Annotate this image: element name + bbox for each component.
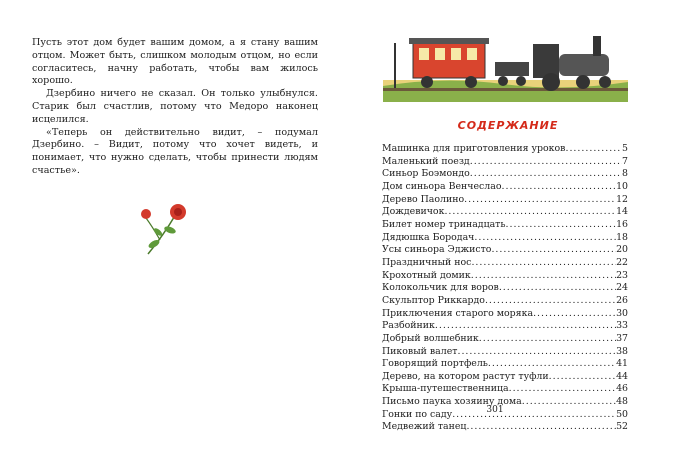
leader-dots	[501, 181, 616, 194]
leader-dots	[470, 168, 622, 181]
toc-entry	[382, 371, 628, 384]
leader-dots	[471, 257, 616, 270]
toc-entry-title: Скульптор Риккардо	[382, 294, 485, 306]
toc-entry-title: Говорящий портфель	[382, 358, 488, 370]
toc-entry-title: Приключения старого моряка	[382, 307, 534, 319]
toc-entry-title: Билет номер тринадцать	[382, 218, 506, 230]
leader-dots	[464, 194, 616, 207]
toc-entry-title: Праздничный нос	[382, 256, 472, 268]
toc-entry-title: Гонки по саду	[382, 408, 453, 420]
toc-entry-title: Дом синьора Венчеслао	[382, 180, 502, 192]
leader-dots	[522, 396, 616, 409]
toc-entry-title: Дядюшка Бородач	[382, 231, 475, 243]
leader-dots	[474, 232, 616, 245]
toc-entry	[382, 219, 628, 232]
leader-dots	[471, 270, 616, 283]
table-of-contents	[382, 143, 628, 434]
toc-entry-page: 23	[616, 269, 628, 281]
toc-entry	[382, 358, 628, 371]
toc-entry-page: 37	[616, 332, 628, 344]
toc-entry-title: Пиковый валет	[382, 345, 458, 357]
toc-entry	[382, 282, 628, 295]
toc-entry-page: 14	[616, 206, 628, 218]
toc-entry-title: Медвежий танец	[382, 421, 467, 433]
toc-entry	[382, 346, 628, 359]
leader-dots	[505, 219, 616, 232]
leader-dots	[533, 308, 616, 321]
toc-entry-title: Маленький поезд	[382, 155, 470, 167]
paragraph: Пусть этот дом будет вашим домом, а я стану вашим отцом. Может быть, слишком молодым отцом, но если согласитесь, начну работать, чтобы вам жилось хорошо.	[32, 37, 318, 87]
toc-entry	[382, 270, 628, 283]
toc-entry	[382, 156, 628, 169]
toc-title: СОДЕРЖАНИЕ	[457, 119, 559, 132]
leader-dots	[509, 383, 616, 396]
left-page-text	[32, 37, 318, 258]
train-illustration	[383, 28, 628, 102]
toc-entry-page: 12	[616, 193, 628, 205]
leader-dots	[549, 371, 616, 384]
toc-entry-title: Крохотный домик	[382, 269, 471, 281]
toc-entry-page: 26	[616, 294, 628, 306]
toc-entry-page: 30	[616, 307, 628, 319]
toc-entry-page: 20	[616, 244, 628, 256]
toc-entry	[382, 320, 628, 333]
toc-entry-page: 16	[616, 218, 628, 230]
leader-dots	[485, 295, 616, 308]
toc-entry-title: Дерево, на котором растут туфли	[382, 370, 549, 382]
toc-entry-page: 18	[616, 231, 628, 243]
toc-entry	[382, 181, 628, 194]
leader-dots	[457, 346, 616, 359]
paragraph: Дзербино ничего не сказал. Он только улыбнулся. Старик был счастлив, потому что Медоро наконец исцелился.	[32, 88, 318, 125]
toc-entry-title: Усы синьора Эджисто	[382, 244, 492, 256]
toc-entry-page: 10	[616, 180, 628, 192]
toc-entry-page: 46	[616, 383, 628, 395]
leader-dots	[479, 333, 616, 346]
toc-entry-page: 5	[622, 143, 628, 154]
toc-entry	[382, 232, 628, 245]
toc-entry-page: 33	[616, 320, 628, 332]
toc-entry-page: 24	[616, 282, 628, 294]
toc-entry	[382, 194, 628, 207]
toc-entry-title: Синьор Боэмондо	[382, 168, 470, 180]
toc-entry-title: Крыша-путешественница	[382, 383, 509, 395]
toc-entry-title: Добрый волшебник	[382, 332, 479, 344]
toc-entry-page: 7	[622, 155, 628, 167]
toc-entry-page: 52	[616, 421, 628, 433]
toc-entry-title: Разбойник	[382, 320, 435, 332]
toc-entry	[382, 308, 628, 321]
toc-entry	[382, 143, 628, 156]
toc-entry	[382, 333, 628, 346]
toc-entry	[382, 257, 628, 270]
leader-dots	[466, 421, 616, 434]
leader-dots	[565, 143, 622, 156]
toc-entry	[382, 383, 628, 396]
toc-entry-page: 48	[616, 396, 628, 408]
toc-entry	[382, 168, 628, 181]
toc-entry-title: Дерево Паолино	[382, 193, 465, 205]
leader-dots	[491, 244, 616, 257]
toc-entry	[382, 295, 628, 308]
toc-entry-page: 8	[622, 168, 628, 180]
leader-dots	[435, 320, 616, 333]
leader-dots	[452, 409, 616, 422]
toc-entry-page: 44	[616, 370, 628, 382]
leader-dots	[488, 358, 616, 371]
toc-entry-page: 38	[616, 345, 628, 357]
toc-entry-title: Машинка для приготовления уроков	[382, 143, 566, 154]
leader-dots	[470, 156, 622, 169]
toc-entry	[382, 244, 628, 257]
toc-entry-page: 50	[616, 408, 628, 420]
rose-illustration	[138, 196, 194, 258]
toc-entry-page: 41	[616, 358, 628, 370]
toc-entry-title: Дождевичок	[382, 206, 445, 218]
toc-entry	[382, 421, 628, 434]
leader-dots	[499, 282, 616, 295]
toc-entry	[382, 206, 628, 219]
paragraph: «Теперь он действительно видит, – подумал Дзербино. – Видит, потому что хочет видеть, и понимает, что нужно сделать, чтобы принести людям счастье».	[32, 126, 318, 176]
toc-entry-title: Письмо паука хозяину дома	[382, 396, 522, 408]
leader-dots	[444, 206, 616, 219]
toc-entry-page: 22	[616, 256, 628, 268]
toc-entry-title: Колокольчик для воров	[382, 282, 499, 294]
page-number: 301	[486, 405, 504, 415]
